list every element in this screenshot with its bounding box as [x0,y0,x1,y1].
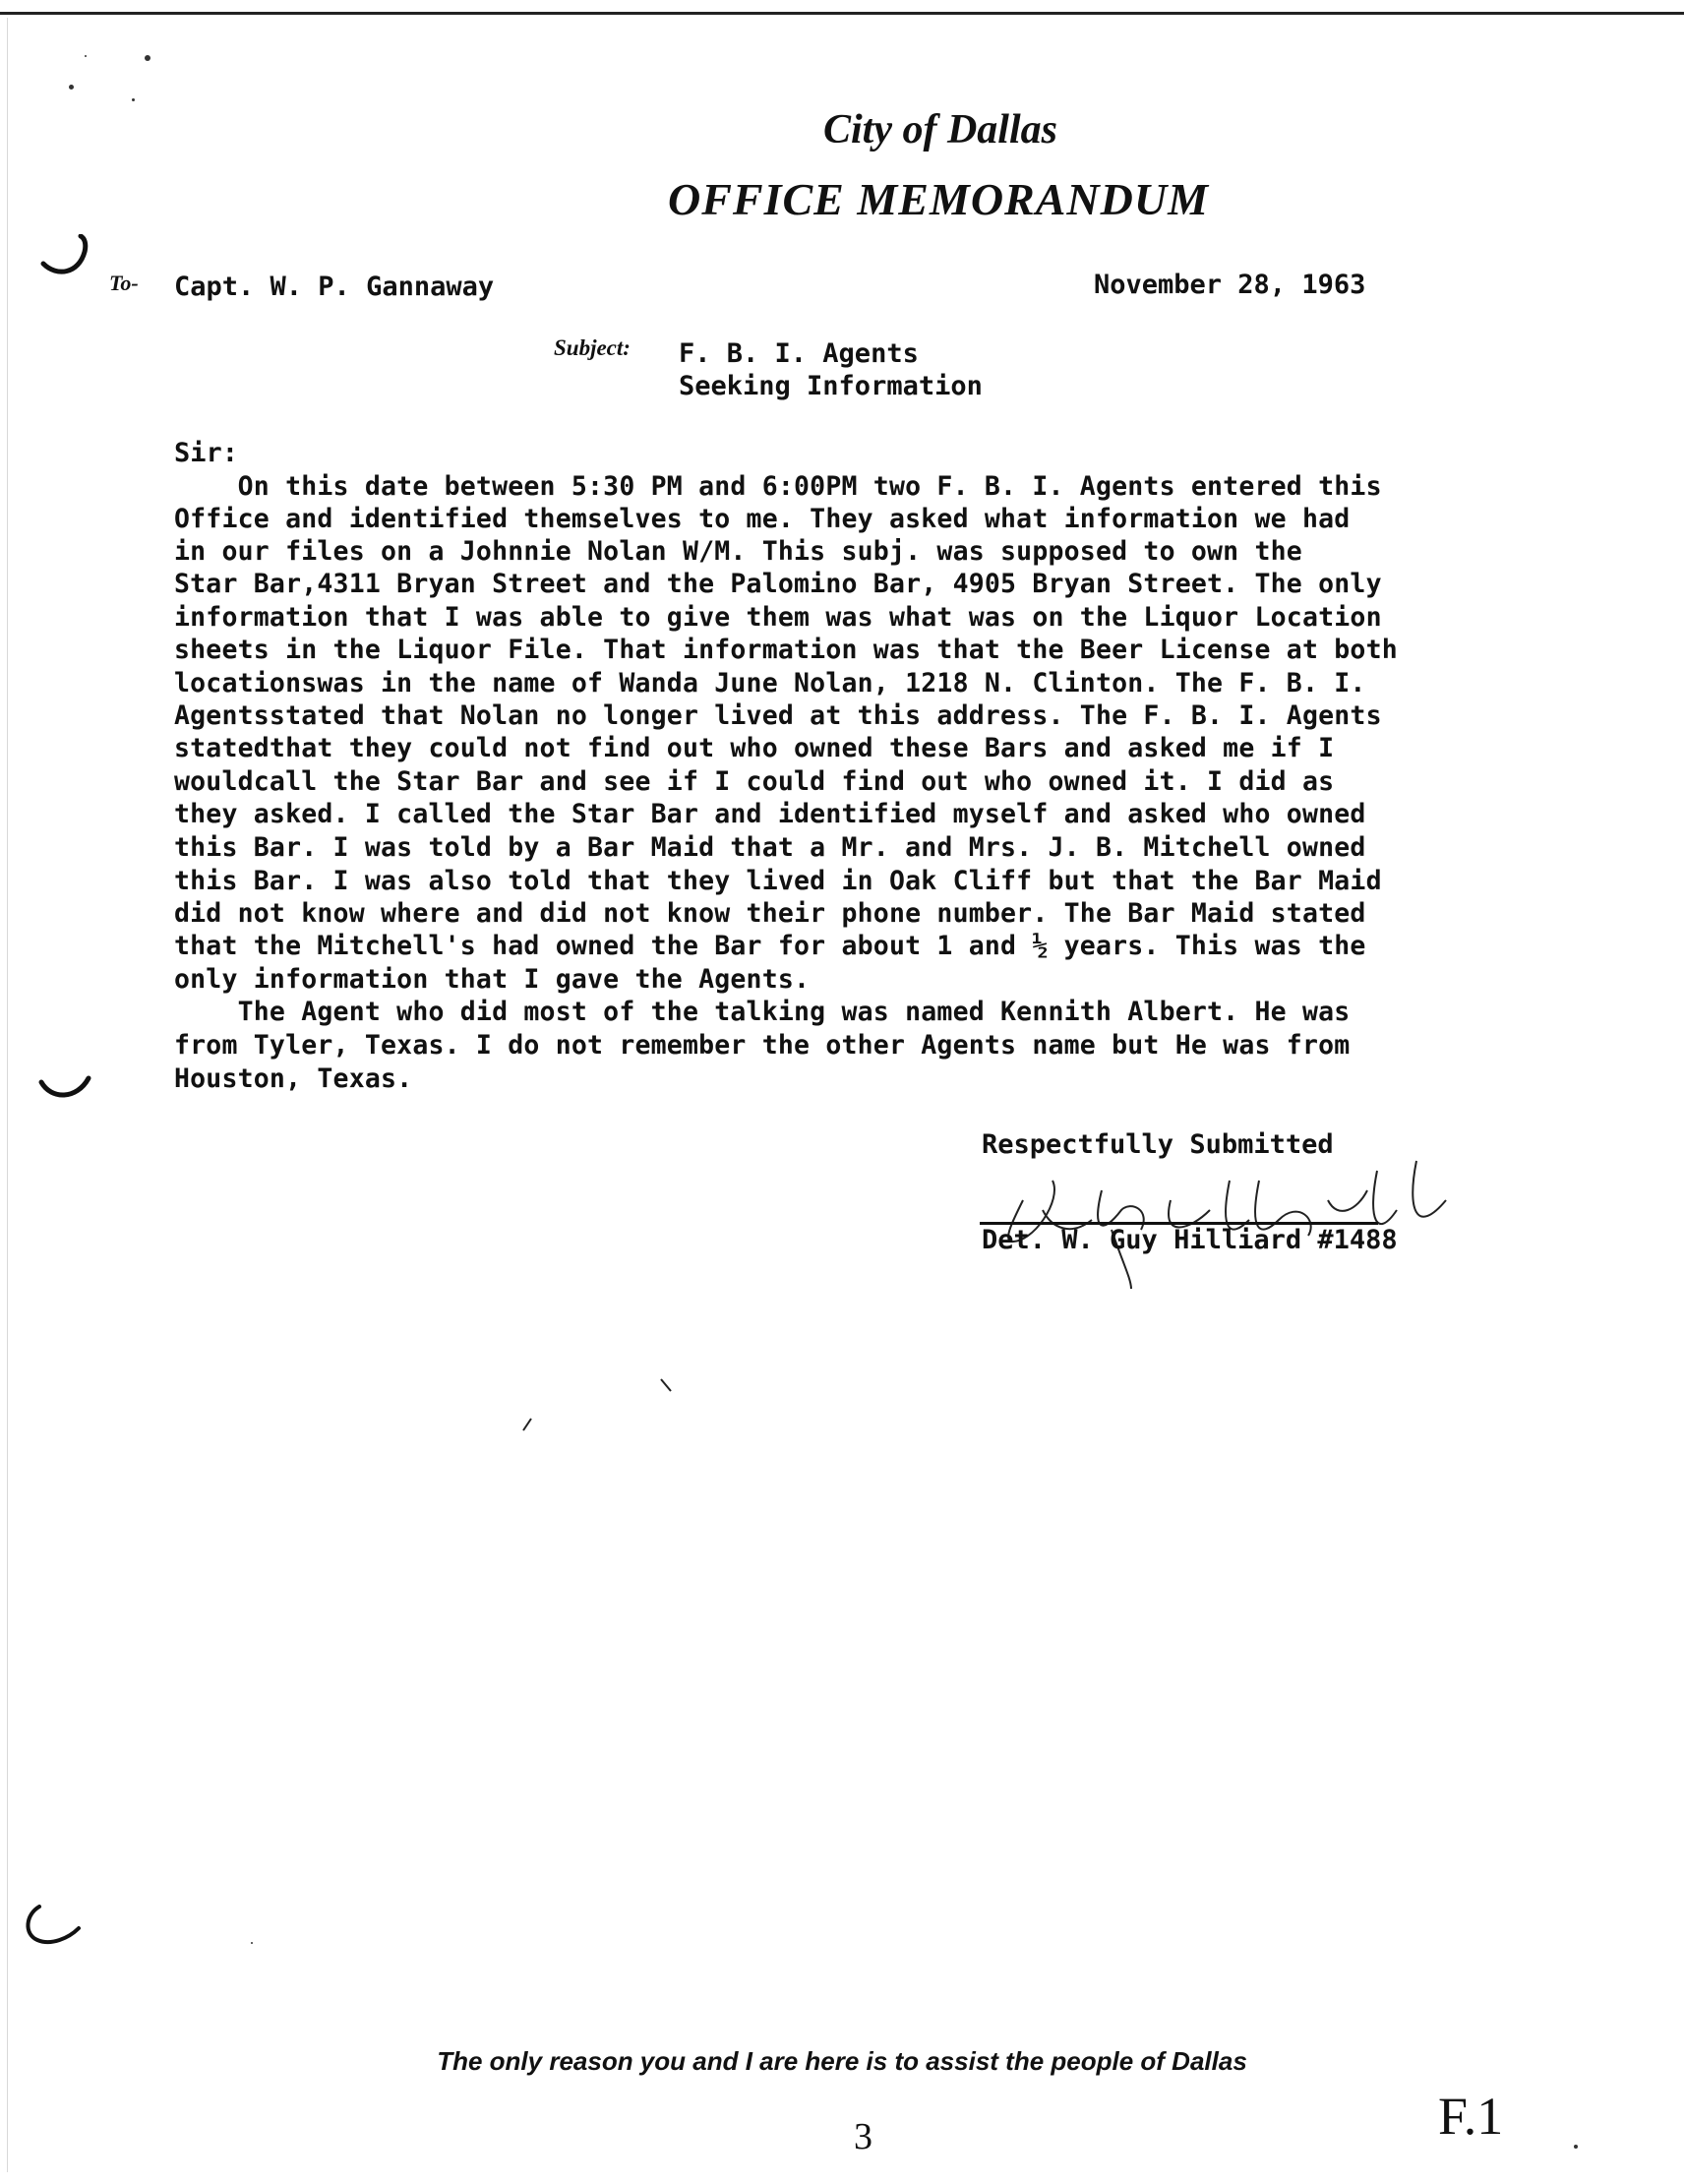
body-line: they asked. I called the Star Bar and identified myself and asked who owned [174,799,1366,829]
subject-line: Seeking Information [679,371,983,401]
closing-phrase: Respectfully Submitted [982,1129,1334,1160]
footer-motto: The only reason you and I are here is to assist the people of Dallas [437,2046,1247,2076]
salutation: Sir: [174,438,239,468]
recipient: Capt. W. P. Gannaway [174,272,495,302]
handwritten-signature-icon [984,1141,1466,1289]
letterhead-title: OFFICE MEMORANDUM [668,174,1209,224]
speck [132,98,135,101]
memo-date: November 28, 1963 [1094,270,1366,300]
speck [69,85,74,90]
speck [145,55,150,61]
stray-mark-icon [519,1417,539,1436]
body-line: from Tyler, Texas. I do not remember the other Agents name but He was from [174,1030,1351,1061]
body-line: wouldcall the Star Bar and see if I could find out who owned it. I did as [174,766,1335,797]
body-line: Agentsstated that Nolan no longer lived at this address. The F. B. I. Agents [174,700,1382,731]
subject-label: Subject: [554,335,631,360]
left-margin-line [7,18,8,2172]
body-line: The Agent who did most of the talking was named Kennith Albert. He was [174,997,1351,1027]
signer-name: Det. W. Guy Hilliard #1488 [982,1225,1398,1255]
punch-mark-middle-icon [37,1072,96,1112]
body-line: Office and identified themselves to me. They asked what information we had [174,504,1351,534]
body-line: this Bar. I was also told that they lived in Oak Cliff but that the Bar Maid [174,866,1382,896]
body-line: Houston, Texas. [174,1063,413,1094]
speck [85,55,87,57]
body-line: in our files on a Johnnie Nolan W/M. This subj. was supposed to own the [174,536,1302,567]
page-mark: F.1 [1438,2087,1504,2146]
body-line: statedthat they could not find out who owned these Bars and asked me if I [174,733,1335,763]
punch-mark-top-icon [39,234,98,283]
body-line: On this date between 5:30 PM and 6:00PM two F. B. I. Agents entered this [174,471,1382,502]
body-line: this Bar. I was told by a Bar Maid that a Mr. and Mrs. J. B. Mitchell owned [174,832,1366,863]
speck [251,1942,253,1944]
stray-mark-icon [659,1377,679,1397]
subject-line: F. B. I. Agents [679,338,919,369]
letterhead-city: City of Dallas [823,107,1057,152]
speck [1574,2145,1578,2149]
top-border-line [0,12,1684,15]
body-line: did not know where and did not know their phone number. The Bar Maid stated [174,898,1366,929]
body-line: that the Mitchell's had owned the Bar for about 1 and ½ years. This was the [174,931,1366,961]
punch-mark-bottom-icon [20,1899,89,1954]
body-line: only information that I gave the Agents. [174,964,811,995]
page-number: 3 [854,2116,872,2157]
body-line: sheets in the Liquor File. That information was that the Beer License at both [174,635,1398,665]
body-line: Star Bar,4311 Bryan Street and the Palomino Bar, 4905 Bryan Street. The only [174,569,1382,599]
to-label: To- [109,271,139,295]
body-line: information that I was able to give them was what was on the Liquor Location [174,602,1382,633]
body-line: locationswas in the name of Wanda June Nolan, 1218 N. Clinton. The F. B. I. [174,668,1366,698]
